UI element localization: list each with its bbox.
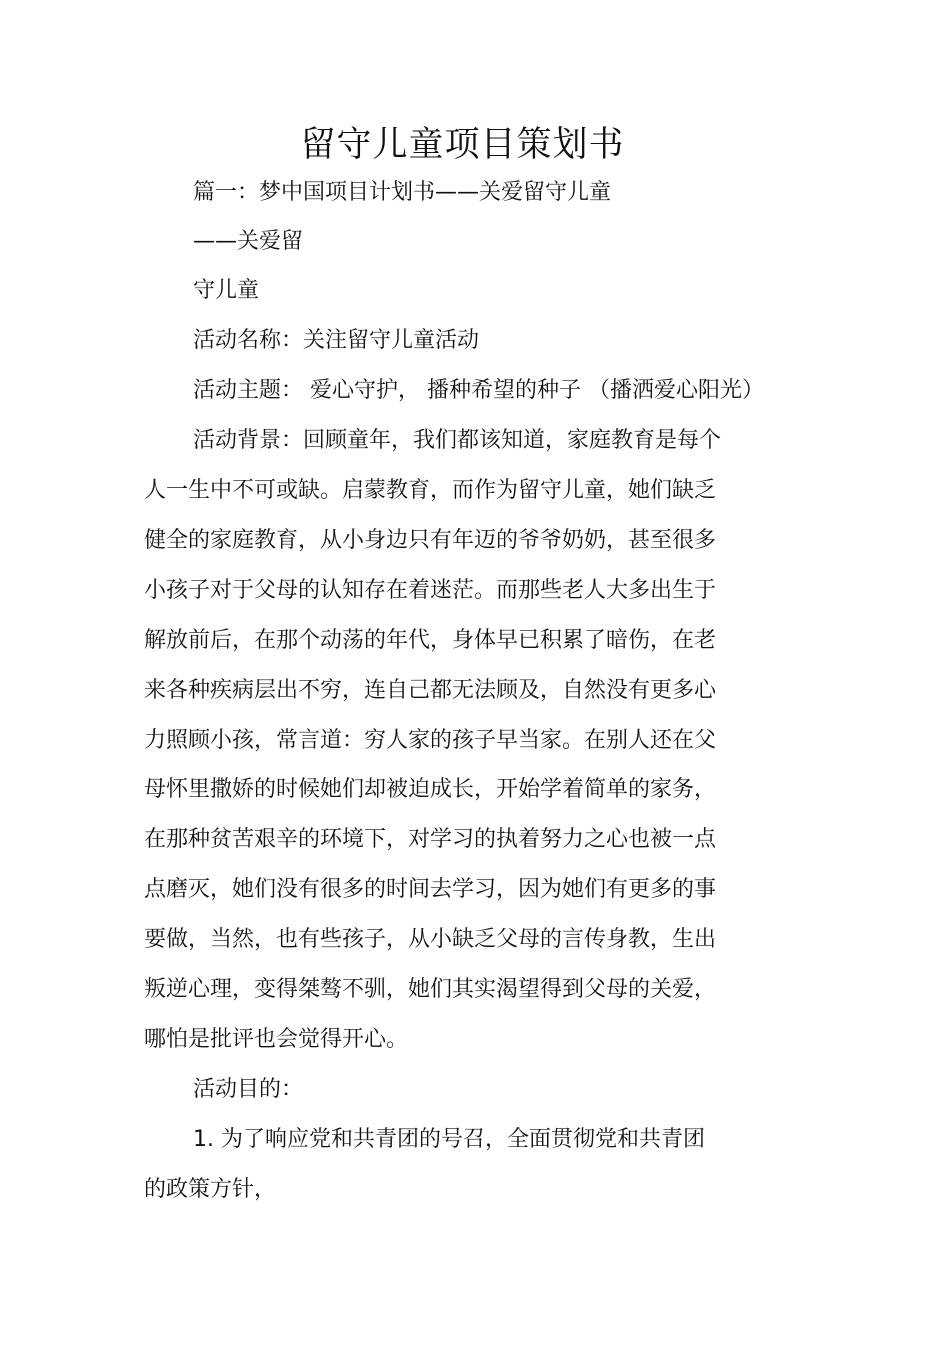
paragraph-line: 力照顾小孩，常言道：穷人家的孩子早当家。在别人还在父: [144, 728, 717, 753]
paragraph-line: 哪怕是批评也会觉得开心。: [144, 1027, 409, 1052]
activity-theme: 活动主题： 爱心守护， 播种希望的种子 （播洒爱心阳光）: [193, 378, 764, 403]
paragraph-line: 来各种疾病层出不穷，连自己都无法顾及，自然没有更多心: [144, 678, 717, 703]
activity-name: 活动名称：关注留守儿童活动: [193, 328, 480, 353]
paragraph-line: 小孩子对于父母的认知存在着迷茫。而那些老人大多出生于: [144, 578, 717, 603]
paragraph-line: 健全的家庭教育，从小身边只有年迈的爷爷奶奶，甚至很多: [144, 528, 717, 553]
section-heading: 篇一：梦中国项目计划书——关爱留守儿童: [193, 180, 612, 205]
activity-purpose: 活动目的：: [193, 1077, 304, 1102]
paragraph-line: 母怀里撒娇的时候她们却被迫成长，开始学着简单的家务，: [144, 777, 717, 802]
paragraph-line: 叛逆心理，变得桀骜不驯，她们其实渴望得到父母的关爱，: [144, 977, 717, 1002]
paragraph-line: 人一生中不可或缺。启蒙教育，而作为留守儿童，她们缺乏: [144, 478, 717, 503]
paragraph-line: 解放前后，在那个动荡的年代，身体早已积累了暗伤，在老: [144, 628, 717, 653]
paragraph-line: 点磨灭，她们没有很多的时间去学习，因为她们有更多的事: [144, 877, 717, 902]
subtitle-line: 守儿童: [193, 278, 260, 303]
list-item-continuation: 的政策方针，: [144, 1177, 277, 1202]
paragraph-line: 在那种贫苦艰辛的环境下，对学习的执着努力之心也被一点: [144, 827, 717, 852]
paragraph-line: 要做，当然，也有些孩子，从小缺乏父母的言传身教，生出: [144, 927, 717, 952]
subtitle-line: ——关爱留: [193, 229, 304, 254]
list-item: 1. 为了响应党和共青团的号召，全面贯彻党和共青团: [193, 1127, 705, 1152]
document-title: 留守儿童项目策划书: [300, 125, 625, 165]
activity-background: 活动背景：回顾童年，我们都该知道，家庭教育是每个: [193, 428, 722, 453]
